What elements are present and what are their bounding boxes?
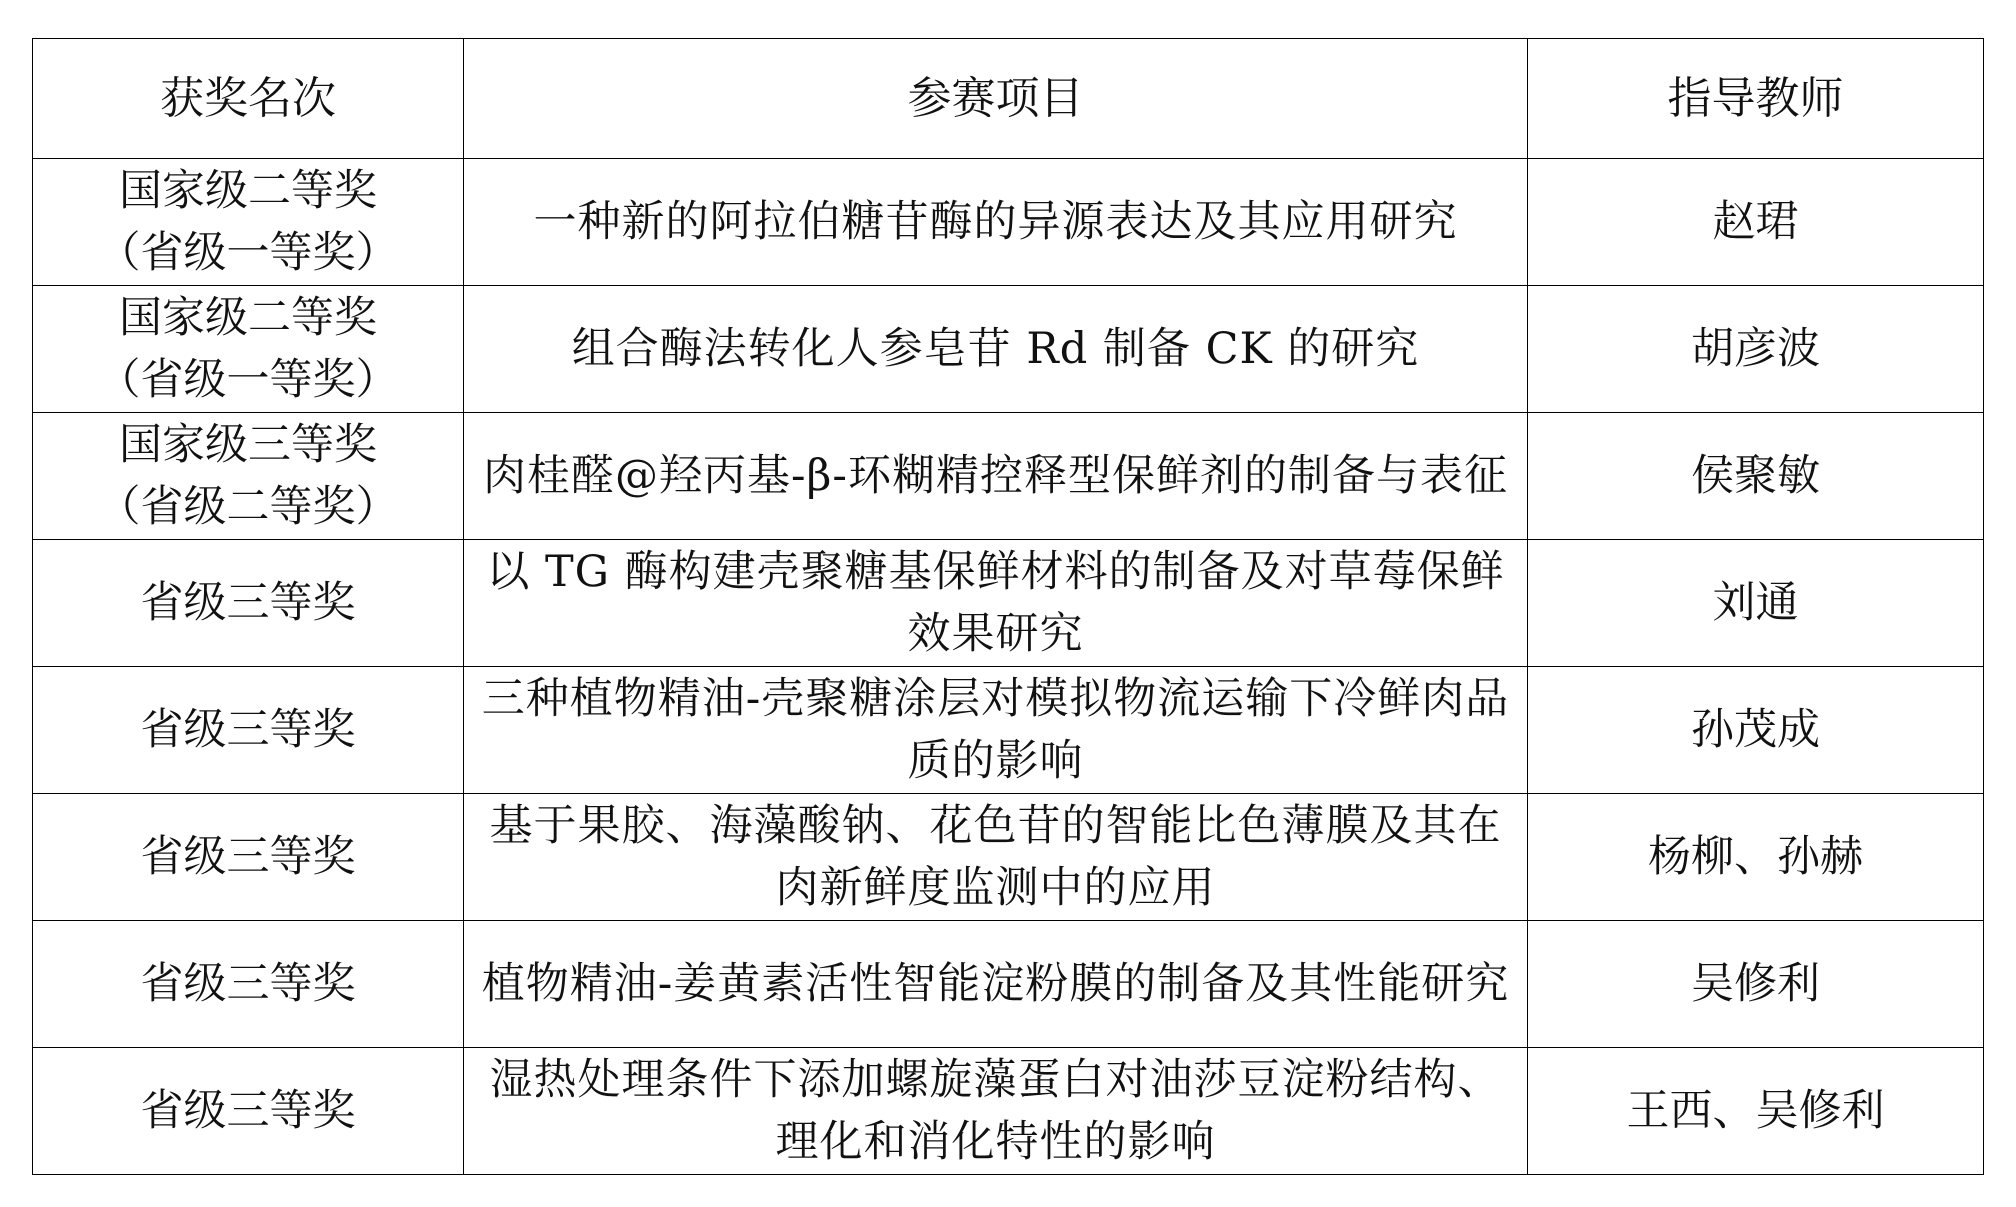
project-cell: 以 TG 酶构建壳聚糖基保鲜材料的制备及对草莓保鲜效果研究	[464, 540, 1528, 667]
project-cell: 一种新的阿拉伯糖苷酶的异源表达及其应用研究	[464, 159, 1528, 286]
project-cell: 三种植物精油-壳聚糖涂层对模拟物流运输下冷鲜肉品质的影响	[464, 667, 1528, 794]
table-row	[33, 794, 1984, 921]
advisor-cell: 孙茂成	[1528, 667, 1984, 794]
project-cell: 肉桂醛@羟丙基-β-环糊精控释型保鲜剂的制备与表征	[464, 413, 1528, 540]
table-row	[33, 1048, 1984, 1175]
project-cell: 植物精油-姜黄素活性智能淀粉膜的制备及其性能研究	[464, 921, 1528, 1048]
rank-cell: 省级三等奖	[33, 794, 464, 921]
header-advisor: 指导教师	[1528, 39, 1984, 159]
advisor-cell: 胡彦波	[1528, 286, 1984, 413]
advisor-cell: 杨柳、孙赫	[1528, 794, 1984, 921]
project-cell: 湿热处理条件下添加螺旋藻蛋白对油莎豆淀粉结构、理化和消化特性的影响	[464, 1048, 1528, 1175]
advisor-cell: 吴修利	[1528, 921, 1984, 1048]
rank-secondary: （省级二等奖）	[97, 482, 399, 532]
table-row	[33, 159, 1984, 286]
rank-primary: 国家级二等奖	[119, 166, 377, 216]
table-row	[33, 540, 1984, 667]
header-rank: 获奖名次	[33, 39, 464, 159]
rank-primary: 国家级三等奖	[119, 420, 377, 470]
header-project: 参赛项目	[464, 39, 1528, 159]
table-row	[33, 413, 1984, 540]
project-cell: 基于果胶、海藻酸钠、花色苷的智能比色薄膜及其在肉新鲜度监测中的应用	[464, 794, 1528, 921]
table-row	[33, 667, 1984, 794]
rank-cell: 省级三等奖	[33, 1048, 464, 1175]
advisor-cell: 侯聚敏	[1528, 413, 1984, 540]
table-header	[33, 39, 1984, 159]
table-body	[33, 159, 1984, 1175]
awards-table	[32, 38, 1984, 1175]
rank-cell	[33, 286, 464, 413]
rank-secondary: （省级一等奖）	[97, 355, 399, 405]
table-row	[33, 921, 1984, 1048]
rank-cell	[33, 413, 464, 540]
rank-secondary: （省级一等奖）	[97, 228, 399, 278]
advisor-cell: 王西、吴修利	[1528, 1048, 1984, 1175]
rank-cell: 省级三等奖	[33, 667, 464, 794]
header-row	[33, 39, 1984, 159]
table-row	[33, 286, 1984, 413]
rank-primary: 国家级二等奖	[119, 293, 377, 343]
rank-cell: 省级三等奖	[33, 921, 464, 1048]
advisor-cell: 赵珺	[1528, 159, 1984, 286]
advisor-cell: 刘通	[1528, 540, 1984, 667]
rank-cell: 省级三等奖	[33, 540, 464, 667]
rank-cell	[33, 159, 464, 286]
project-cell: 组合酶法转化人参皂苷 Rd 制备 CK 的研究	[464, 286, 1528, 413]
